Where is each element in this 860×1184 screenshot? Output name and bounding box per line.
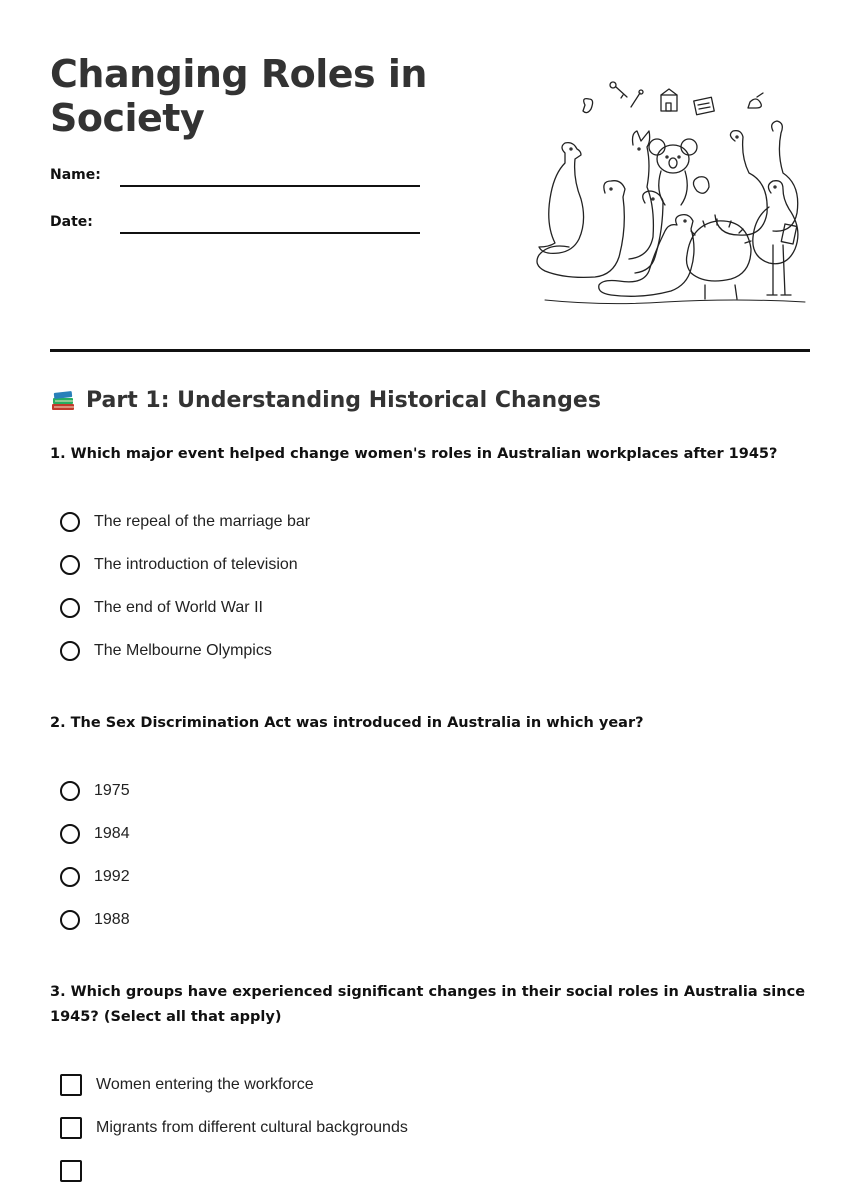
kangaroo-left-icon: [539, 143, 584, 254]
name-line[interactable]: [120, 185, 420, 187]
option-label: The introduction of television: [94, 556, 298, 573]
radio-button[interactable]: [60, 512, 80, 532]
kangaroo-front-icon: [599, 215, 694, 297]
option-label: The end of World War II: [94, 599, 263, 616]
q2-option-2[interactable]: [60, 821, 130, 847]
radio-button[interactable]: [60, 824, 80, 844]
question-3: 3. Which groups have experienced significant changes in their social roles in Australia since 1945? (Select all that apply): [50, 984, 806, 1025]
radio-button[interactable]: [60, 867, 80, 887]
q3-option-1[interactable]: [60, 1072, 314, 1098]
koala-icon: [649, 139, 697, 205]
date-field[interactable]: [50, 214, 420, 238]
page-title: Changing Roles in Society: [50, 52, 427, 140]
australian-animals-illustration: [535, 75, 815, 310]
checkbox[interactable]: [60, 1074, 82, 1096]
q1-option-4[interactable]: [60, 638, 272, 664]
option-label: 1984: [94, 825, 130, 842]
header-divider: [50, 349, 810, 352]
radio-button[interactable]: [60, 555, 80, 575]
radio-button[interactable]: [60, 598, 80, 618]
option-label: The repeal of the marriage bar: [94, 513, 311, 530]
option-label: The Melbourne Olympics: [94, 642, 272, 659]
section-title-part-1: [50, 388, 601, 413]
books-icon: [50, 389, 76, 413]
option-label: 1975: [94, 782, 130, 799]
q3-option-2[interactable]: [60, 1115, 408, 1141]
date-line[interactable]: [120, 232, 420, 234]
question-1: 1. Which major event helped change women's roles in Australian workplaces after 1945?: [50, 446, 778, 462]
checkbox[interactable]: [60, 1117, 82, 1139]
checkbox[interactable]: [60, 1160, 82, 1182]
q1-option-3[interactable]: [60, 595, 263, 621]
q1-option-2[interactable]: [60, 552, 298, 578]
name-field[interactable]: [50, 167, 420, 191]
echidna-icon: [687, 177, 752, 299]
emu-icon: [715, 121, 798, 295]
radio-button[interactable]: [60, 910, 80, 930]
option-label: 1988: [94, 911, 130, 928]
question-2: 2. The Sex Discrimination Act was introduced in Australia in which year?: [50, 715, 644, 731]
radio-button[interactable]: [60, 641, 80, 661]
option-label: Women entering the workforce: [96, 1076, 314, 1093]
section-title-text: Part 1: Understanding Historical Changes: [86, 388, 601, 413]
option-label: Migrants from different cultural backgrounds: [96, 1119, 408, 1136]
q2-option-3[interactable]: [60, 864, 130, 890]
radio-button[interactable]: [60, 781, 80, 801]
name-label: Name:: [50, 167, 101, 183]
option-label: 1992: [94, 868, 130, 885]
q2-option-4[interactable]: [60, 907, 130, 933]
floating-items-icon: [583, 82, 763, 115]
q2-option-1[interactable]: [60, 778, 130, 804]
kangaroo-group-icon: [537, 131, 663, 277]
date-label: Date:: [50, 214, 93, 230]
q1-option-1[interactable]: [60, 509, 310, 535]
q3-option-3[interactable]: [60, 1158, 96, 1184]
